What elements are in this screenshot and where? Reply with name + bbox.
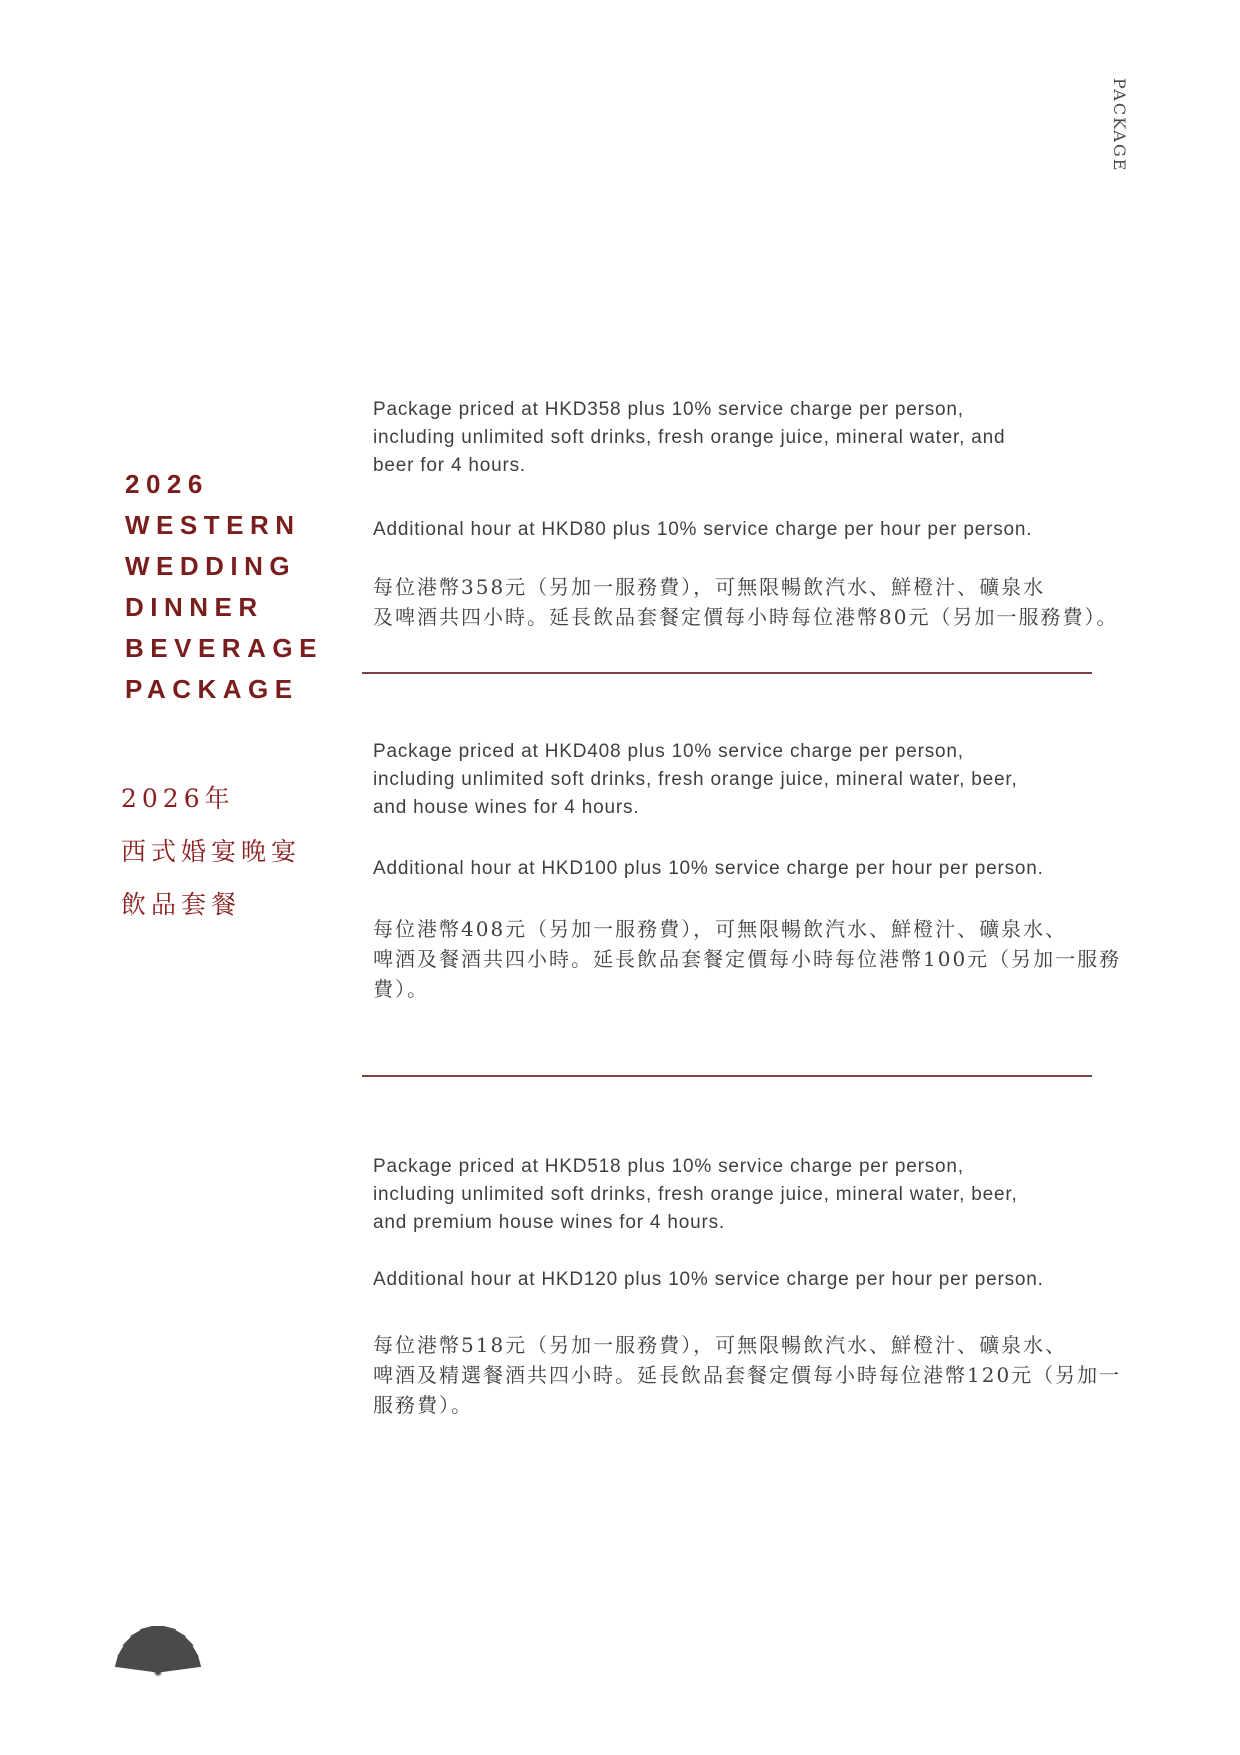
page-title-chinese	[121, 772, 301, 931]
text-line: 每位港幣358元（另加一服務費），可無限暢飲汽水、鮮橙汁、礦泉水	[373, 575, 1046, 599]
text-line: 啤酒及精選餐酒共四小時。延長飲品套餐定價每小時每位港幣120元（另加一	[373, 1363, 1122, 1387]
text-line: beer for 4 hours.	[373, 455, 527, 476]
title-line: DINNER	[125, 592, 264, 622]
package-408-additional-hour: Additional hour at HKD100 plus 10% service charge per hour per person.	[373, 858, 1044, 879]
package-408-description-zh	[373, 914, 1121, 1004]
title-line: 2026	[125, 469, 209, 499]
text-line: Package priced at HKD518 plus 10% service charge per person,	[373, 1156, 964, 1177]
package-358-description-zh	[373, 572, 1118, 632]
title-line: WESTERN	[125, 510, 301, 540]
package-518-description-zh	[373, 1330, 1121, 1420]
text-line: 每位港幣408元（另加一服務費），可無限暢飲汽水、鮮橙汁、礦泉水、	[373, 917, 1068, 941]
title-cn-line: 飲品套餐	[121, 890, 242, 919]
text-line: 每位港幣518元（另加一服務費），可無限暢飲汽水、鮮橙汁、礦泉水、	[373, 1333, 1068, 1357]
text-line: including unlimited soft drinks, fresh orange juice, mineral water, beer,	[373, 769, 1018, 790]
text-line: 費）。	[373, 977, 429, 1001]
title-line: BEVERAGE	[125, 633, 323, 663]
package-518-additional-hour: Additional hour at HKD120 plus 10% service charge per hour per person.	[373, 1269, 1044, 1290]
package-358-description	[373, 396, 1005, 480]
title-cn-line: 2026年	[121, 784, 235, 813]
text-line: 及啤酒共四小時。延長飲品套餐定價每小時每位港幣80元（另加一服務費）。	[373, 605, 1119, 629]
section-divider	[362, 1075, 1092, 1077]
text-line: 服務費）。	[373, 1393, 473, 1417]
package-358-additional-hour: Additional hour at HKD80 plus 10% service charge per hour per person.	[373, 519, 1033, 540]
page-side-label: PACKAGE	[1110, 78, 1129, 173]
text-line: Package priced at HKD358 plus 10% service charge per person,	[373, 399, 964, 420]
text-line: including unlimited soft drinks, fresh orange juice, mineral water, beer,	[373, 1184, 1018, 1205]
page-title	[125, 464, 323, 710]
title-cn-line: 西式婚宴晚宴	[121, 837, 302, 866]
package-408-description	[373, 738, 1018, 822]
package-518-description	[373, 1153, 1018, 1237]
section-divider	[362, 672, 1092, 674]
text-line: 啤酒及餐酒共四小時。延長飲品套餐定價每小時每位港幣100元（另加一服務	[373, 947, 1122, 971]
text-line: and house wines for 4 hours.	[373, 797, 640, 818]
text-line: and premium house wines for 4 hours.	[373, 1212, 725, 1233]
title-line: WEDDING	[125, 551, 297, 581]
folding-fan-icon	[112, 1616, 204, 1680]
text-line: including unlimited soft drinks, fresh orange juice, mineral water, and	[373, 427, 1006, 448]
text-line: Package priced at HKD408 plus 10% service charge per person,	[373, 741, 964, 762]
title-line: PACKAGE	[125, 674, 299, 704]
